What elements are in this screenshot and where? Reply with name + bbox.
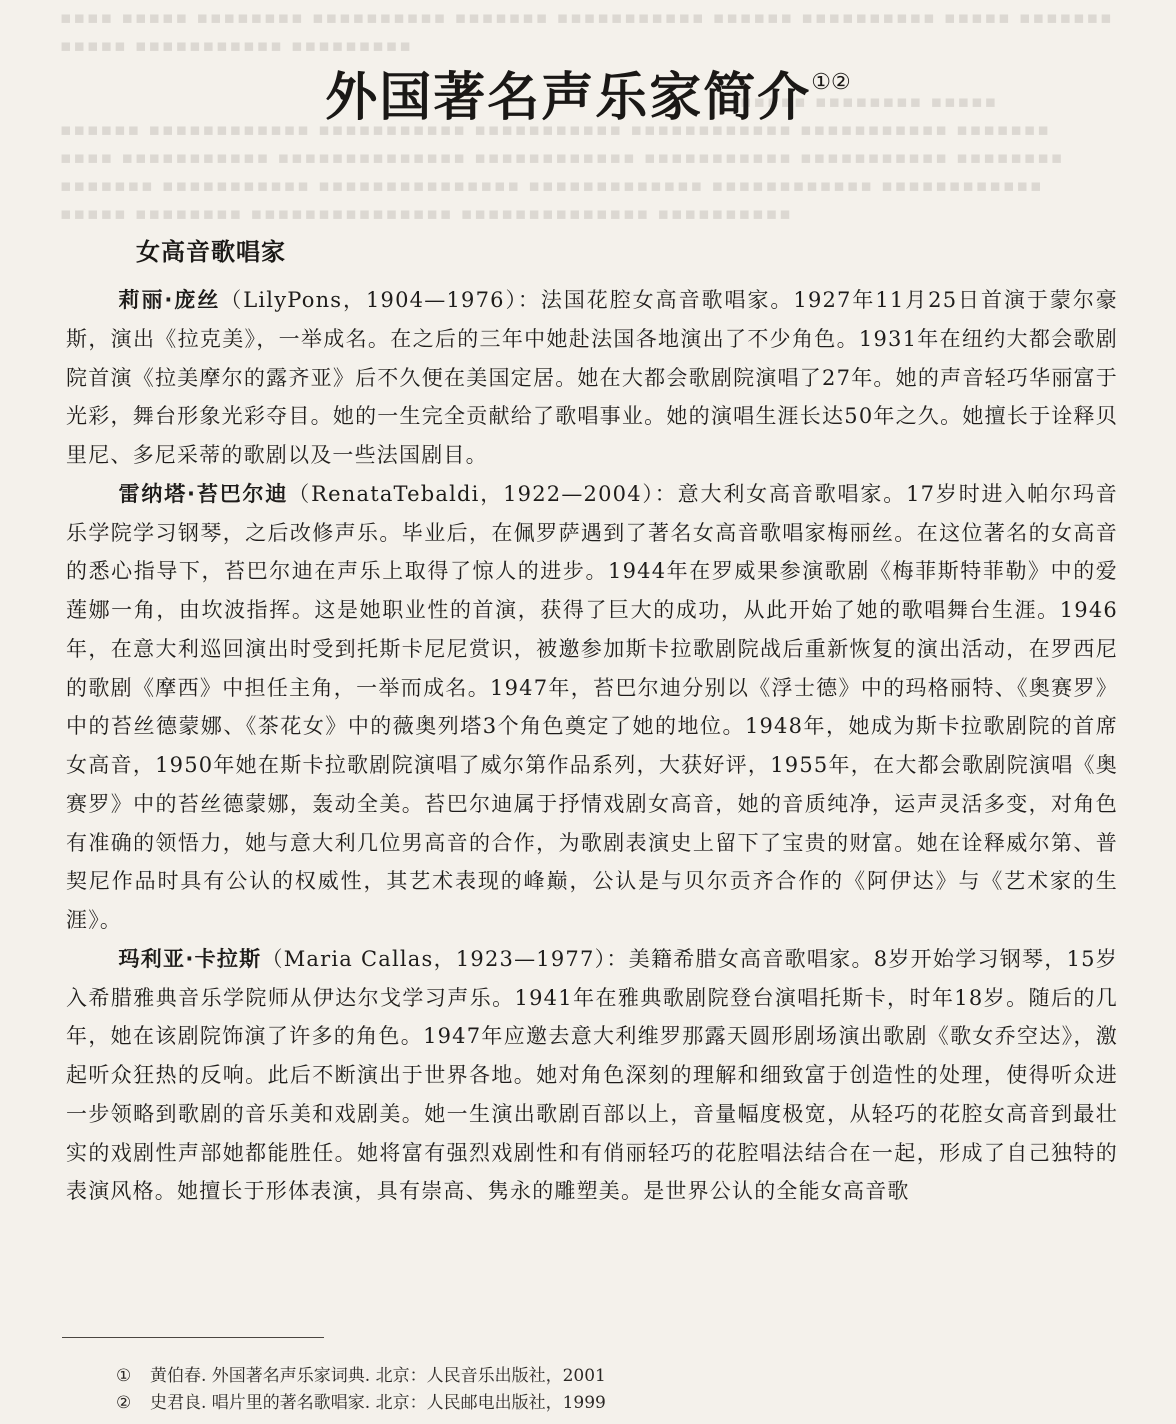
singer-name: 玛利亚·卡拉斯 <box>118 946 262 971</box>
title-footnote-marks: ①② <box>811 70 851 95</box>
footnote-divider <box>62 1337 324 1338</box>
footnote-text: 黄伯春. 外国著名声乐家词典. 北京：人民音乐出版社，2001 <box>150 1366 606 1386</box>
bleed-through-text: ▪▪▪▪ ▪▪▪▪▪ ▪▪▪▪▪▪▪▪ ▪▪▪▪▪▪▪▪▪▪ ▪▪▪▪▪▪▪ ▪▪▪▪▪▪▪▪▪▪▪ ▪▪▪▪▪▪ ▪▪▪▪▪▪▪▪▪▪ ▪▪▪▪▪ ▪▪▪▪▪▪▪ ▪▪▪▪▪ ▪▪▪▪▪▪▪▪▪▪▪ ▪▪▪▪▪▪▪▪▪ ▪▪▪▪▪ ▪▪▪▪▪▪▪▪ ▪▪▪▪▪ ▪▪▪▪▪▪ ▪▪▪▪▪▪▪▪▪▪▪▪ ▪▪▪▪▪▪▪▪▪▪▪ ▪▪▪▪▪▪▪▪▪▪▪ ▪▪▪▪▪▪▪▪▪▪▪▪ ▪▪▪▪▪▪▪▪▪▪▪ ▪▪▪▪▪▪▪ ▪▪▪▪ ▪▪▪▪▪▪▪▪▪▪▪ ▪▪▪▪▪▪▪▪▪▪▪▪▪▪ ▪▪▪▪▪▪▪▪▪▪▪▪ ▪▪▪▪▪▪▪▪▪▪▪ ▪▪▪▪▪▪▪▪▪▪▪ ▪▪▪▪▪▪▪▪ ▪▪▪▪▪▪▪ ▪▪▪▪▪▪▪▪▪▪▪ ▪▪▪▪▪▪▪▪▪▪▪▪▪▪▪ ▪▪▪▪▪▪▪▪▪▪▪▪▪ ▪▪▪▪▪▪▪▪▪▪▪▪ ▪▪▪▪▪▪▪▪▪▪▪▪ ▪▪▪▪▪ ▪▪▪▪▪▪▪▪ ▪▪▪▪▪▪▪▪▪▪▪▪▪▪▪ ▪▪▪▪▪▪▪▪▪▪▪▪▪▪ ▪▪▪▪▪▪▪▪▪▪ <box>60 8 1114 224</box>
footnote-text: 史君良. 唱片里的著名歌唱家. 北京：人民邮电出版社，1999 <box>150 1393 606 1413</box>
footnote-item <box>116 1390 606 1417</box>
paragraph-text: （Maria Callas，1923—1977）：美籍希腊女高音歌唱家。8岁开始学习钢琴，15岁入希腊雅典音乐学院师从伊达尔戈学习声乐。1941年在雅典歌剧院登台演唱托斯卡，时年18岁。随后的几年，她在该剧院饰演了许多的角色。1947年应邀去意大利维罗那露天圆形剧场演出歌剧《歌女乔空达》，激起听众狂热的反响。此后不断演出于世界各地。她对角色深刻的理解和细致富于创造性的处理，使得听众进一步领略到歌剧的音乐美和戏剧美。她一生演出歌剧百部以上，音量幅度极宽，从轻巧的花腔女高音到最壮实的戏剧性声部她都能胜任。她将富有强烈戏剧性和有俏丽轻巧的花腔唱法结合在一起，形成了自己独特的表演风格。她擅长于形体表演，具有崇高、隽永的雕塑美。是世界公认的全能女高音歌 <box>66 946 1118 1204</box>
footnote-item <box>116 1363 606 1390</box>
paragraph <box>66 940 1118 1211</box>
footnote-mark: ① <box>116 1366 132 1386</box>
paragraph-text: （RenataTebaldi，1922—2004）：意大利女高音歌唱家。17岁时进入帕尔玛音乐学院学习钢琴，之后改修声乐。毕业后，在佩罗萨遇到了著名女高音歌唱家梅丽丝。在这位著名的女高音的悉心指导下，苔巴尔迪在声乐上取得了惊人的进步。1944年在罗威果参演歌剧《梅菲斯特菲勒》中的爱莲娜一角，由坎波指挥。这是她职业性的首演，获得了巨大的成功，从此开始了她的歌唱舞台生涯。1946年，在意大利巡回演出时受到托斯卡尼尼赏识，被邀参加斯卡拉歌剧院战后重新恢复的演出活动，在罗西尼的歌剧《摩西》中担任主角，一举而成名。1947年，苔巴尔迪分别以《浮士德》中的玛格丽特、《奥赛罗》中的苔丝德蒙娜、《茶花女》中的薇奥列塔3个角色奠定了她的地位。1948年，她成为斯卡拉歌剧院的首席女高音，1950年她在斯卡拉歌剧院演唱了威尔第作品系列，大获好评，1955年，在大都会歌剧院演唱《奥赛罗》中的苔丝德蒙娜，轰动全美。苔巴尔迪属于抒情戏剧女高音，她的音质纯净，运声灵活多变，对角色有准确的领悟力，她与意大利几位男高音的合作，为歌剧表演史上留下了宝贵的财富。她在诠释威尔第、普契尼作品时具有公认的权威性，其艺术表现的峰巅，公认是与贝尔贡齐合作的《阿伊达》与《艺术家的生涯》。 <box>66 481 1118 932</box>
paragraph <box>66 475 1118 940</box>
paragraph-text: （LilyPons，1904—1976）：法国花腔女高音歌唱家。1927年11月25日首演于蒙尔豪斯，演出《拉克美》，一举成名。在之后的三年中她赴法国各地演出了不少角色。1931年在纽约大都会歌剧院首演《拉美摩尔的露齐亚》后不久便在美国定居。她在大都会歌剧院演唱了27年。她的声音轻巧华丽富于光彩，舞台形象光彩夺目。她的一生完全贡献给了歌唱事业。她的演唱生涯长达50年之久。她擅长于诠释贝里尼、多尼采蒂的歌剧以及一些法国剧目。 <box>66 288 1118 467</box>
footnote-mark: ② <box>116 1393 132 1413</box>
footnotes <box>116 1363 606 1417</box>
section-heading: 女高音歌唱家 <box>136 238 286 266</box>
singer-name: 莉丽·庞丝 <box>118 288 221 312</box>
body-text <box>66 281 1118 1211</box>
page-title <box>0 50 1176 131</box>
title-text: 外国著名声乐家简介 <box>325 67 812 128</box>
paragraph <box>66 281 1118 475</box>
singer-name: 雷纳塔·苔巴尔迪 <box>118 481 289 506</box>
